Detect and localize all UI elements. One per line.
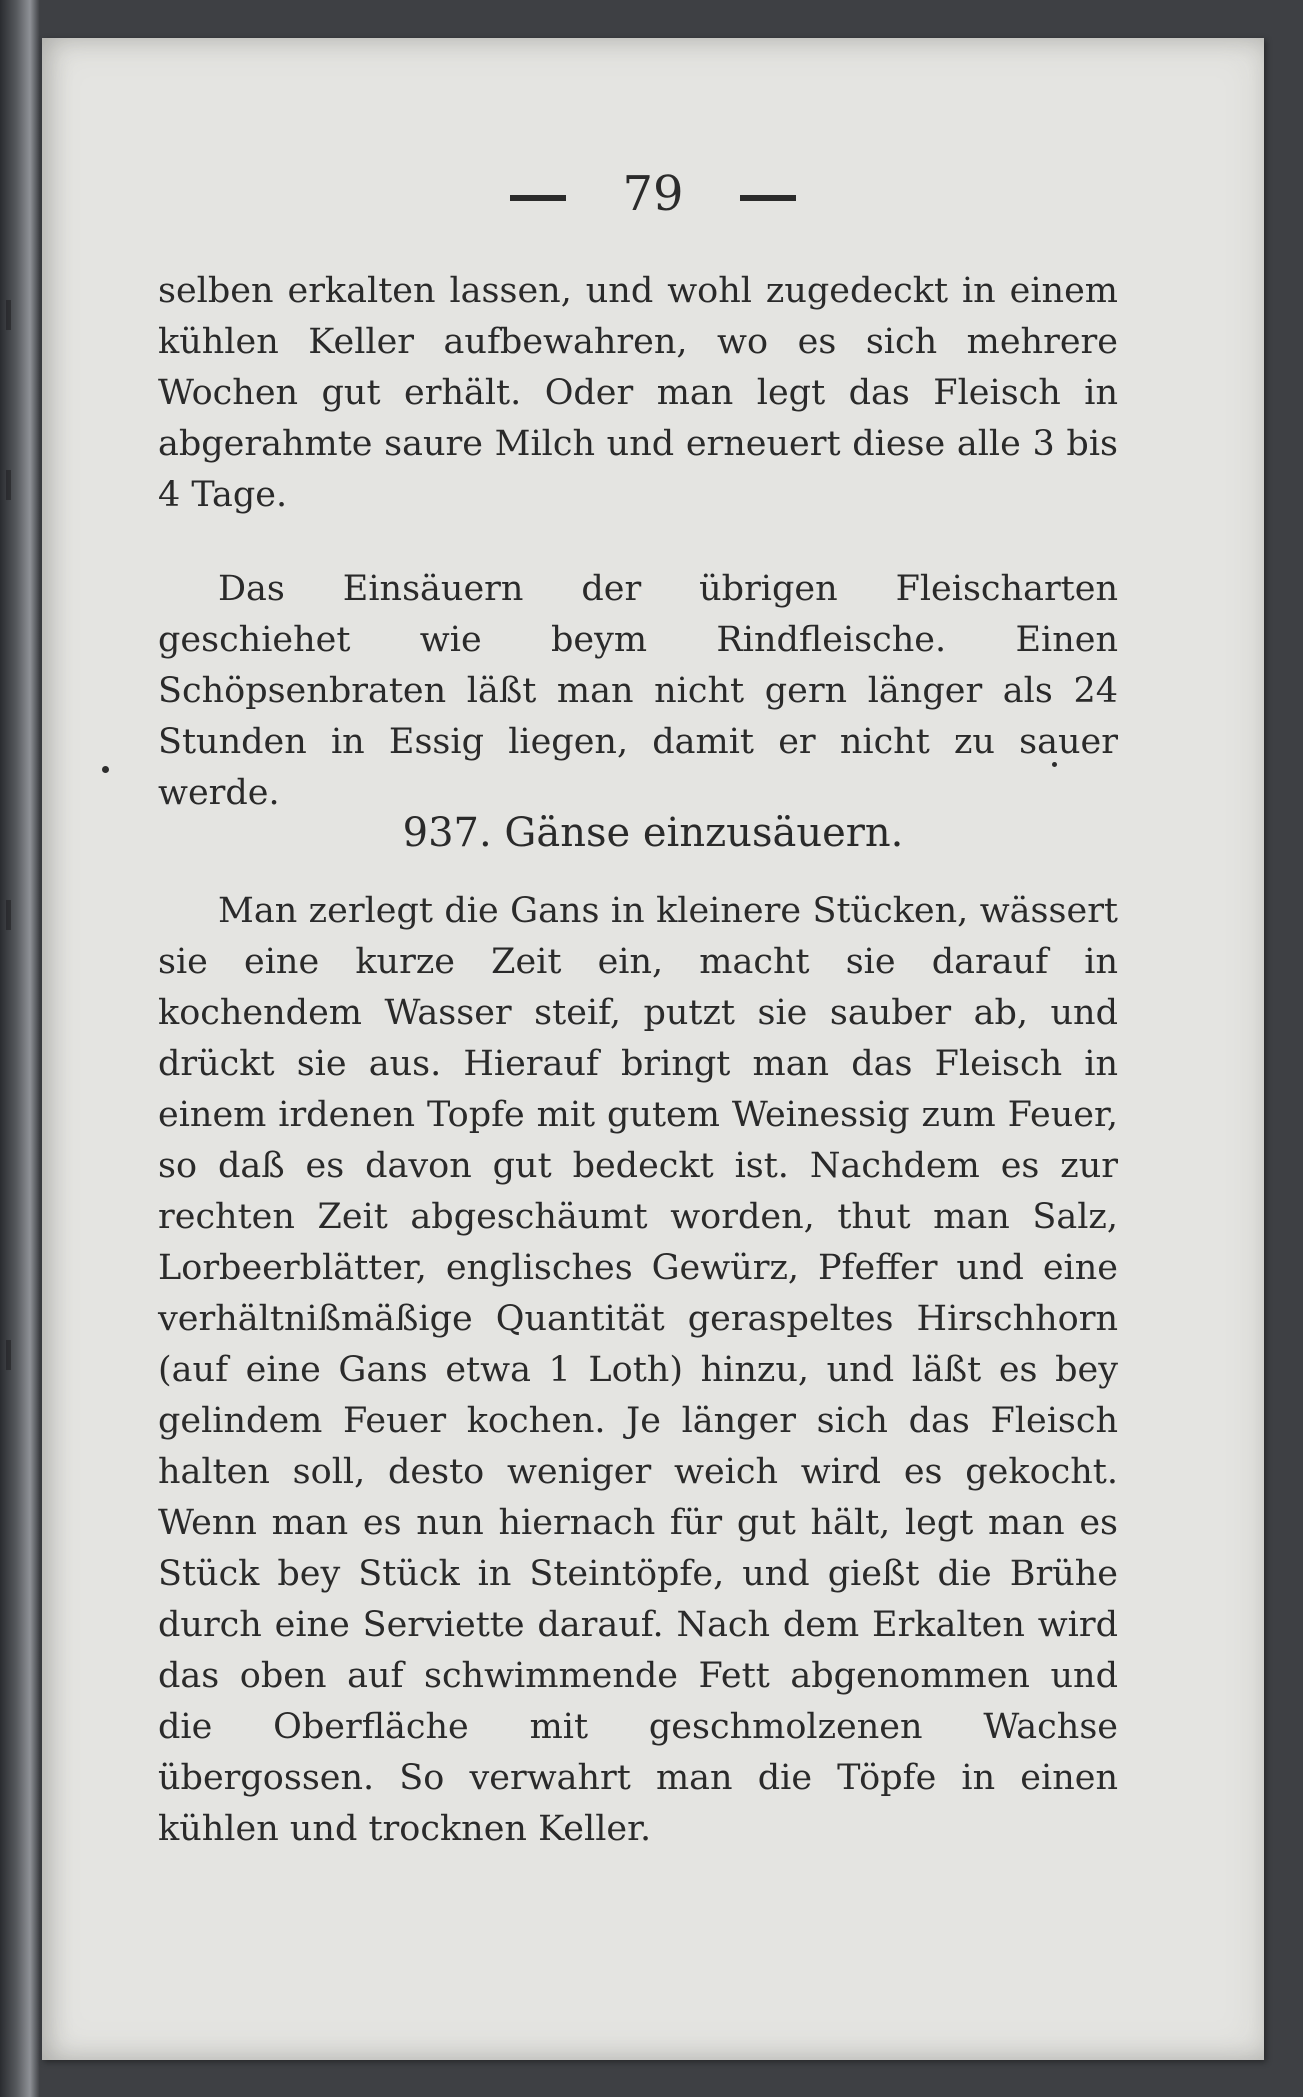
spine-mark	[6, 300, 11, 330]
ink-fleck	[1052, 762, 1057, 767]
header-dash-left	[510, 195, 566, 201]
page-header	[42, 166, 1264, 222]
spine-mark	[6, 1340, 11, 1370]
header-dash-right	[740, 195, 796, 201]
paragraph-sauerung: Das Einsäuern der übrigen Fleischarten geschiehet wie beym Rindfleische. Einen Schöpsenbraten läßt man nicht gern länger als 24 Stunden in Essig liegen, damit er nicht zu sauer werde.	[158, 569, 1118, 813]
ink-fleck	[102, 766, 109, 773]
spine-mark	[6, 900, 11, 930]
paragraph-continuation: selben erkalten lassen, und wohl zugedeckt in einem kühlen Keller aufbewahren, wo es sich mehrere Wochen gut erhält. Oder man legt das Fleisch in abgerahmte saure Milch und erneuert diese alle 3 bis 4 Tage.	[158, 271, 1118, 515]
book-spine	[0, 0, 40, 2097]
section-title: 937. Gänse einzusäuern.	[402, 810, 904, 856]
spine-mark	[6, 470, 11, 500]
book-page	[42, 38, 1264, 2060]
page-number: 79	[622, 166, 684, 222]
section-body: Man zerlegt die Gans in kleinere Stücken, wässert sie eine kurze Zeit ein, macht sie darauf in kochendem Wasser steif, putzt sie sauber ab, und drückt sie aus. Hierauf bringt man das Fleisch in einem irdenen Topfe mit gutem Weinessig zum Feuer, so daß es davon gut bedeckt ist. Nachdem es zur rechten Zeit abgeschäumt worden, thut man Salz, Lorbeerblätter, englisches Gewürz, Pfeffer und eine verhältnißmäßige Quantität geraspeltes Hirschhorn (auf eine Gans etwa 1 Loth) hinzu, und läßt es bey gelindem Feuer kochen. Je länger sich das Fleisch halten soll, desto weniger weich wird es gekocht. Wenn man es nun hiernach für gut hält, legt man es Stück bey Stück in Steintöpfe, und gießt die Brühe durch eine Serviette darauf. Nach dem Erkalten wird das oben auf schwimmende Fett abgenommen und die Oberfläche mit geschmolzenen Wachse übergossen. So verwahrt man die Töpfe in einen kühlen und trocknen Keller.	[158, 891, 1118, 1849]
